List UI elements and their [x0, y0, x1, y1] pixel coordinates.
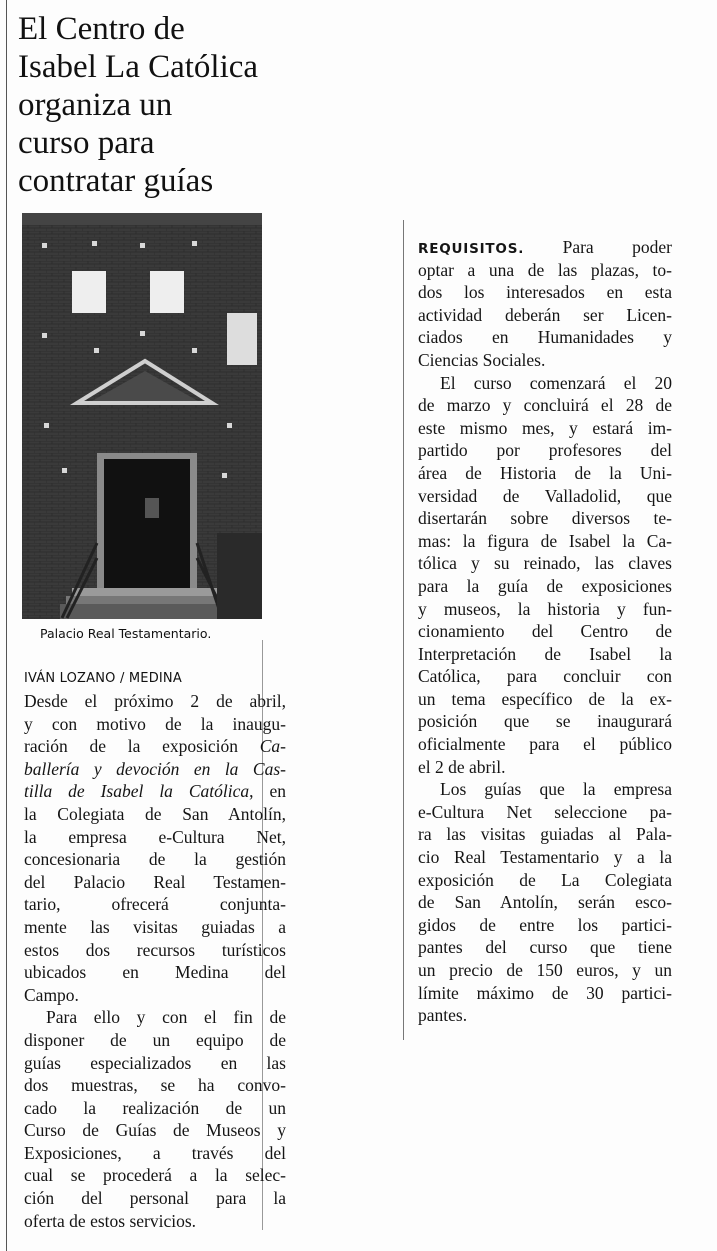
exhibition-title-fragment: Ca- [259, 736, 286, 757]
exhibition-title-fragment: tilla de Isabel la Católica [24, 781, 250, 802]
text-line: cionamiento del Centro de [418, 621, 672, 642]
text-line: cual se procederá a la selec- [24, 1165, 286, 1186]
text-line: de marzo y concluirá el 28 de [418, 395, 672, 416]
text-line: un tema específico de la ex- [418, 688, 672, 709]
text-line: Católica, para concluir con [418, 666, 672, 687]
text-line: un precio de 150 euros, y un [418, 960, 672, 980]
text-line: El curso comenzará el 20 [440, 372, 672, 393]
text-line: de San Antolín, serán esco- [418, 892, 672, 913]
text-line: Campo. [24, 984, 79, 1005]
text-line: ción del personal para la [24, 1188, 286, 1209]
palace-photo [22, 213, 262, 619]
text-line: concesionaria de la gestión [24, 849, 286, 870]
text-line: Interpretación de Isabel la [418, 643, 672, 664]
text-line: oferta de estos servicios. [24, 1210, 197, 1231]
text-line: la empresa e-Cultura Net, [24, 826, 286, 847]
text-line: Curso de Guías de Museos y [24, 1120, 286, 1141]
text-line: guías especializados en las [24, 1052, 286, 1073]
text-line: exposición de La Colegiata [418, 869, 672, 890]
text-line: la Colegiata de San Antolín, [24, 803, 286, 824]
headline-line: Isabel La Católica [18, 49, 259, 85]
headline-line: curso para [18, 125, 155, 161]
text-line: Los guías que la empresa [440, 779, 672, 800]
headline-line: organiza un [18, 87, 173, 123]
text-line [24, 758, 286, 781]
text-line: ubicados en Medina del [24, 962, 286, 983]
text-line: tólica y su reinado, las claves [418, 553, 672, 574]
text-line: versidad de Valladolid, que [418, 485, 672, 506]
text-line: ra las visitas guiadas al Pala- [418, 824, 672, 845]
text-line: y con motivo de la inaugu- [24, 713, 286, 734]
text-line: gidos de entre los partici- [418, 914, 672, 935]
section-label-requisitos: REQUISITOS. [418, 241, 525, 257]
byline: IVÁN LOZANO / MEDINA [24, 671, 182, 686]
headline-line: contratar guías [18, 163, 214, 199]
scan-edge-left [6, 0, 7, 1251]
text-line [24, 735, 286, 758]
text-line: dos los interesados en esta [418, 282, 672, 303]
article-column-left [24, 690, 286, 1232]
text-line: para la guía de exposiciones [418, 575, 672, 596]
text-line: Ciencias Sociales. [418, 349, 546, 370]
text-line: Desde el próximo 2 de abril, [24, 691, 286, 711]
text-line: Exposiciones, a través del [24, 1142, 286, 1163]
text-line: dos muestras, se ha convo- [24, 1075, 286, 1096]
text-line: del Palacio Real Testamen- [24, 871, 286, 892]
text-line: tario, ofrecerá conjunta- [24, 894, 286, 915]
text-line: límite máximo de 30 partici- [418, 982, 672, 1003]
text-line: Para ello y con el fin de [46, 1007, 286, 1028]
article-column-right [418, 236, 672, 1027]
text-line: optar a una de las plazas, to- [418, 259, 672, 280]
text-line: partido por profesores del [418, 440, 672, 461]
text-line: mente las visitas guiadas a [24, 916, 286, 937]
headline [18, 10, 268, 200]
text-line: estos dos recursos turísticos [24, 939, 286, 960]
text-line: pantes. [418, 1005, 468, 1026]
text-line: cio Real Testamentario y a la [418, 847, 672, 868]
text-line: posición que se inaugurará [418, 711, 672, 732]
text-line: pantes del curso que tiene [418, 937, 672, 958]
text-line: este mismo mes, y estará im- [418, 417, 672, 438]
text-fragment: ración de la exposición [24, 736, 260, 757]
text-line: cado la realización de un [24, 1097, 286, 1118]
text-line: mas: la figura de Isabel la Ca- [418, 530, 672, 551]
text-line: actividad deberán ser Licen- [418, 304, 672, 325]
exhibition-title-fragment: ballería y devoción en la Cas- [24, 758, 286, 779]
headline-line: El Centro de [18, 11, 185, 47]
text-fragment: Para poder [524, 237, 672, 257]
palace-facade-illustration [22, 213, 262, 619]
text-line [24, 780, 286, 803]
text-line: ciados en Humanidades y [418, 327, 672, 348]
text-line [418, 236, 672, 259]
text-fragment: , en [249, 781, 286, 802]
text-line: e-Cultura Net seleccione pa- [418, 801, 672, 822]
text-line: oficialmente para el público [418, 734, 672, 755]
text-line: y museos, la historia y fun- [418, 598, 672, 619]
text-line: el 2 de abril. [418, 756, 506, 777]
photo-caption: Palacio Real Testamentario. [40, 626, 212, 641]
text-line: disertarán sobre diversos te- [418, 508, 672, 529]
text-line: disponer de un equipo de [24, 1029, 286, 1050]
scan-edge-right [403, 220, 404, 1040]
text-line: área de Historia de la Uni- [418, 462, 672, 483]
